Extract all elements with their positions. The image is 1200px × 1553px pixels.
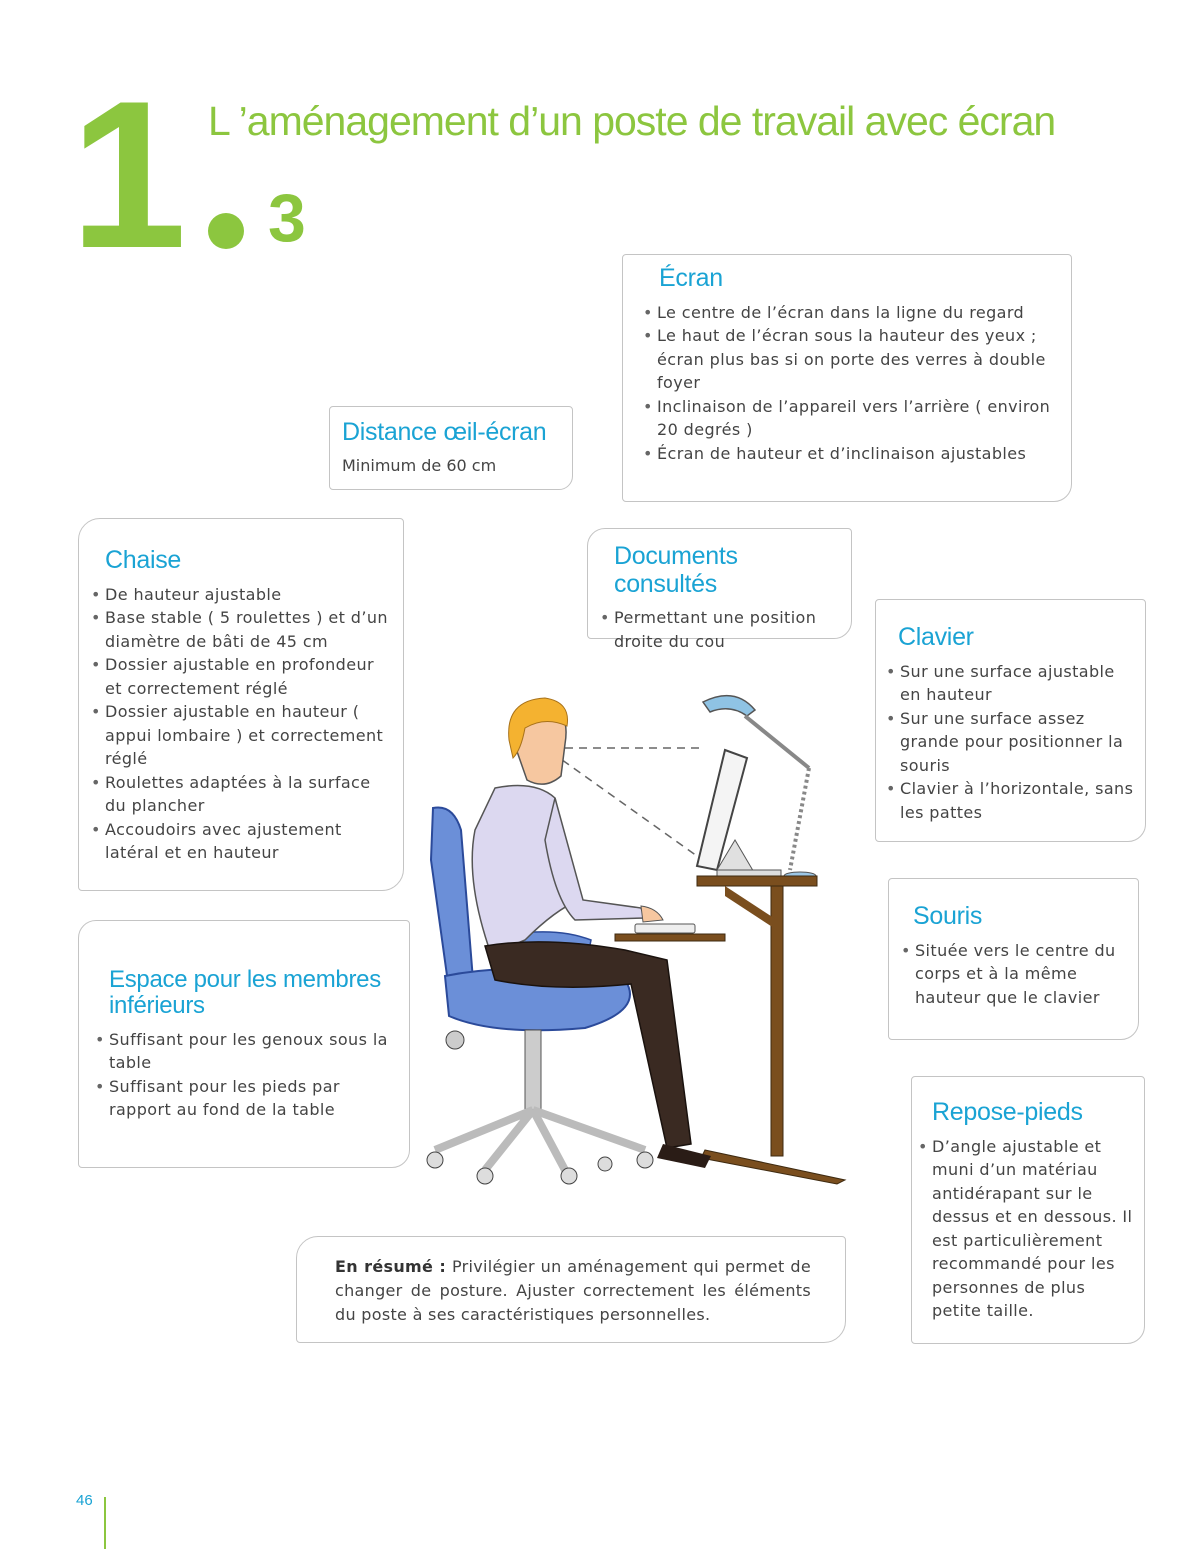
list-item: • Située vers le centre du corps et à la même hauteur que le clavier bbox=[901, 939, 1132, 1010]
clavier-title: Clavier bbox=[898, 623, 974, 651]
clavier-box bbox=[875, 599, 1146, 842]
reposepieds-list bbox=[918, 1135, 1138, 1323]
list-item: • Suffisant pour les genoux sous la table bbox=[95, 1028, 399, 1075]
list-item: • Base stable ( 5 roulettes ) et d’un diamètre de bâti de 45 cm bbox=[91, 606, 393, 653]
list-item: • Écran de hauteur et d’inclinaison ajustables bbox=[643, 442, 1055, 466]
reposepieds-title: Repose-pieds bbox=[932, 1098, 1083, 1126]
souris-list bbox=[901, 939, 1132, 1010]
section-number: 3 bbox=[268, 180, 306, 256]
list-item: • Inclinaison de l’appareil vers l’arrière ( environ 20 degrés ) bbox=[643, 395, 1055, 442]
chaise-title: Chaise bbox=[105, 546, 182, 574]
list-item: • Dossier ajustable en hauteur ( appui lombaire ) et correctement réglé bbox=[91, 700, 393, 771]
ecran-list bbox=[643, 301, 1055, 466]
reposepieds-box bbox=[911, 1076, 1145, 1344]
list-item: • Suffisant pour les pieds par rapport au fond de la table bbox=[95, 1075, 399, 1122]
section-dot bbox=[208, 213, 244, 249]
ecran-box bbox=[622, 254, 1072, 502]
list-item: • Sur une surface assez grande pour positionner la souris bbox=[886, 707, 1139, 778]
list-item: • Le haut de l’écran sous la hauteur des yeux ; écran plus bas si on porte des verres à double foyer bbox=[643, 324, 1055, 395]
summary-text bbox=[335, 1255, 811, 1327]
chaise-box bbox=[78, 518, 404, 891]
distance-text: Minimum de 60 cm bbox=[342, 455, 497, 475]
chapter-number: 1 bbox=[70, 57, 181, 292]
documents-title: Documents consultés bbox=[614, 542, 738, 598]
page-number: 46 bbox=[76, 1492, 93, 1509]
chaise-list bbox=[91, 583, 393, 865]
list-item: • Sur une surface ajustable en hauteur bbox=[886, 660, 1139, 707]
page-number-divider bbox=[104, 1497, 106, 1549]
summary-body: Privilégier un aménagement qui permet de changer de posture. Ajuster correctement les éléments du poste à ses caractéristiques personnelles. bbox=[335, 1257, 812, 1324]
list-item: • Le centre de l’écran dans la ligne du regard bbox=[643, 301, 1055, 325]
espace-title: Espace pour les membres inférieurs bbox=[109, 966, 381, 1020]
list-item: • Clavier à l’horizontale, sans les pattes bbox=[886, 777, 1139, 824]
list-item: • Roulettes adaptées à la surface du plancher bbox=[91, 771, 393, 818]
clavier-list bbox=[886, 660, 1139, 825]
documents-box bbox=[587, 528, 852, 651]
distance-title: Distance œil-écran bbox=[342, 418, 547, 446]
distance-box bbox=[329, 406, 573, 490]
page-title: L ’aménagement d’un poste de travail avec écran bbox=[208, 98, 1056, 144]
souris-box bbox=[888, 878, 1139, 1040]
documents-list bbox=[600, 606, 841, 653]
ecran-title: Écran bbox=[659, 264, 723, 292]
summary-label: En résumé : bbox=[335, 1257, 447, 1276]
list-item: • D’angle ajustable et muni d’un matériau antidérapant sur le dessus et en dessous. Il est particulièrement recommandé pour les personnes de plus petite taille. bbox=[918, 1135, 1138, 1323]
list-item: • Dossier ajustable en profondeur et correctement réglé bbox=[91, 653, 393, 700]
espace-list bbox=[95, 1028, 399, 1122]
list-item: • Permettant une position droite du cou bbox=[600, 606, 841, 653]
souris-title: Souris bbox=[913, 902, 983, 930]
keyboard-icon bbox=[635, 924, 695, 933]
monitor-icon bbox=[697, 750, 781, 876]
summary-box bbox=[296, 1236, 846, 1343]
workstation-illustration bbox=[405, 680, 855, 1190]
list-item: • Accoudoirs avec ajustement latéral et en hauteur bbox=[91, 818, 393, 865]
list-item: • De hauteur ajustable bbox=[91, 583, 393, 607]
espace-box bbox=[78, 920, 410, 1168]
